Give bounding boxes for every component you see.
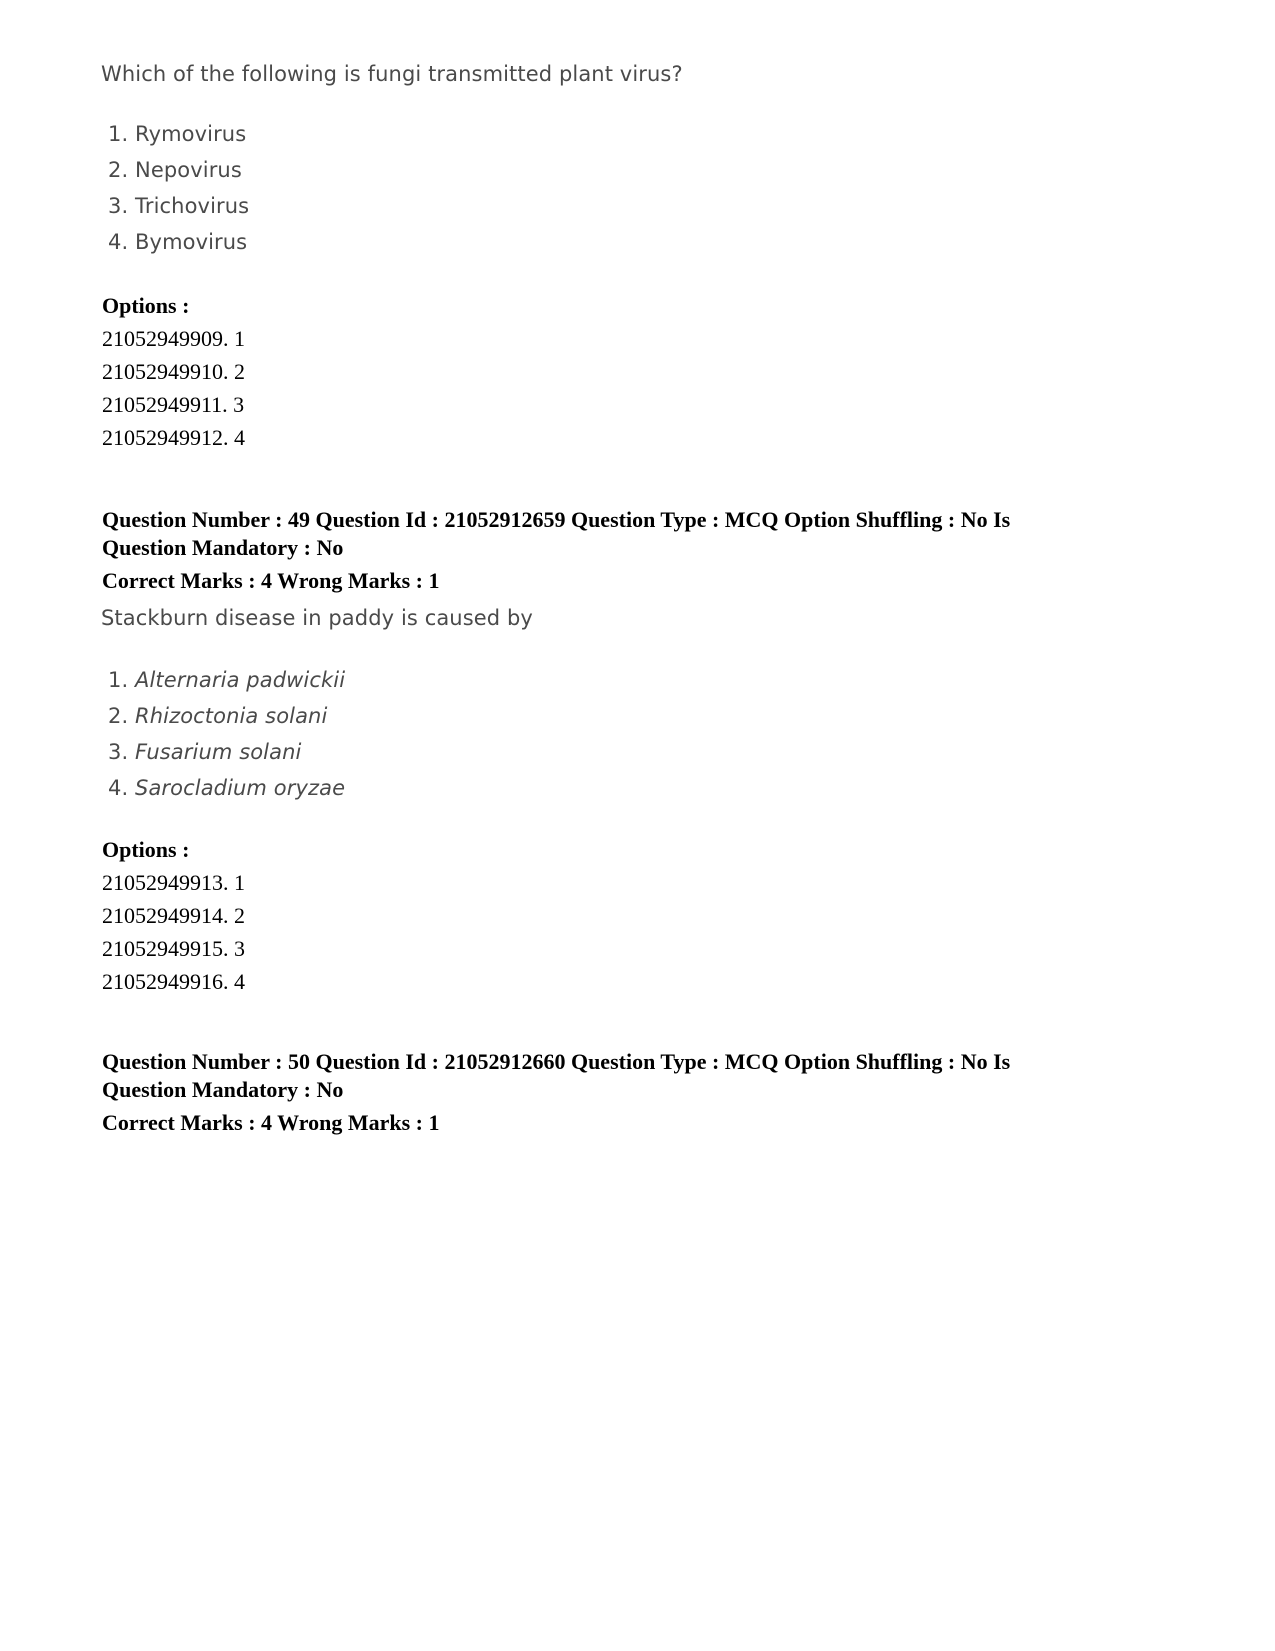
q49-choice-3	[108, 740, 301, 764]
choice-text: Trichovirus	[135, 194, 250, 218]
q48-option-3: 21052949911. 3	[102, 392, 245, 417]
choice-text: Rhizoctonia solani	[135, 704, 328, 728]
q49-option-3: 21052949915. 3	[102, 936, 245, 961]
choice-text: Fusarium solani	[135, 740, 302, 764]
q49-choice-4	[108, 776, 345, 800]
q50-header-line2: Question Mandatory : No	[102, 1077, 344, 1102]
q49-header-line2: Question Mandatory : No	[102, 535, 344, 560]
choice-text: Nepovirus	[135, 158, 242, 182]
choice-number: 2.	[108, 158, 129, 182]
q48-option-1: 21052949909. 1	[102, 326, 245, 351]
choice-text: Sarocladium oryzae	[135, 776, 346, 800]
choice-number: 2.	[108, 704, 129, 728]
q49-marks: Correct Marks : 4 Wrong Marks : 1	[102, 568, 440, 593]
q49-choice-1	[108, 668, 345, 692]
choice-text: Bymovirus	[135, 230, 248, 254]
q49-question-text: Stackburn disease in paddy is caused by	[101, 606, 533, 630]
choice-number: 4.	[108, 776, 129, 800]
q49-choice-2	[108, 704, 327, 728]
q49-option-1: 21052949913. 1	[102, 870, 245, 895]
q48-choice-1	[108, 122, 246, 146]
q48-option-2: 21052949910. 2	[102, 359, 245, 384]
q48-choice-3	[108, 194, 249, 218]
q50-header-line1: Question Number : 50 Question Id : 21052912660 Question Type : MCQ Option Shuffling : No Is	[102, 1049, 1011, 1074]
choice-number: 4.	[108, 230, 129, 254]
q49-options-label: Options :	[102, 837, 190, 862]
q50-marks: Correct Marks : 4 Wrong Marks : 1	[102, 1110, 440, 1135]
q48-choice-2	[108, 158, 242, 182]
choice-number: 3.	[108, 740, 129, 764]
q48-choice-4	[108, 230, 247, 254]
choice-text: Rymovirus	[135, 122, 247, 146]
q48-option-4: 21052949912. 4	[102, 425, 245, 450]
q49-option-2: 21052949914. 2	[102, 903, 245, 928]
q48-options-label: Options :	[102, 293, 190, 318]
q49-header-line1: Question Number : 49 Question Id : 21052912659 Question Type : MCQ Option Shuffling : No Is	[102, 507, 1011, 532]
choice-text: Alternaria padwickii	[135, 668, 346, 692]
q48-question-text: Which of the following is fungi transmitted plant virus?	[101, 62, 683, 86]
choice-number: 3.	[108, 194, 129, 218]
q49-option-4: 21052949916. 4	[102, 969, 245, 994]
choice-number: 1.	[108, 668, 129, 692]
choice-number: 1.	[108, 122, 129, 146]
